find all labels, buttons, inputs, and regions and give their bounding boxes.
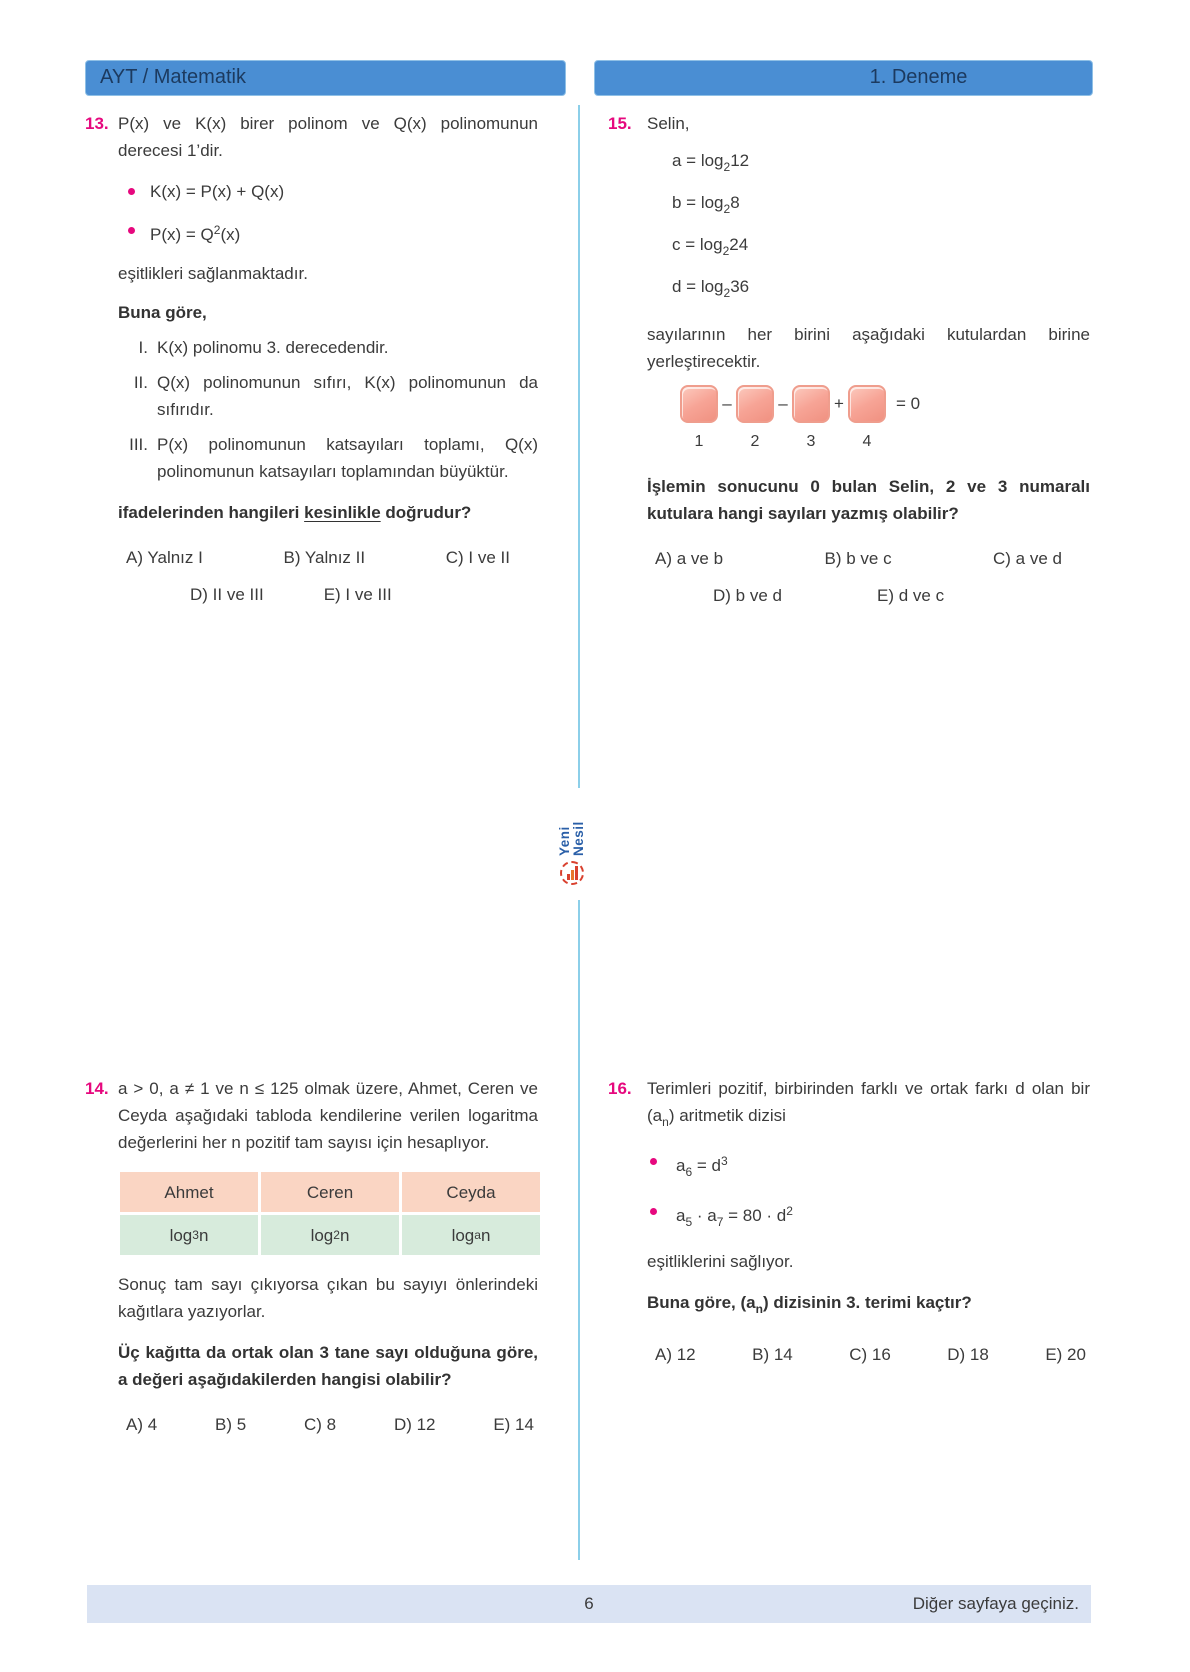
option-d: D) II ve III	[190, 585, 264, 604]
answer-options-row	[118, 1411, 538, 1438]
option-c: C) 16	[849, 1345, 891, 1364]
bullet-text: $a_6 = d^3$	[676, 1154, 728, 1179]
equation-boxes	[680, 385, 1090, 455]
equation: $b = \log_28$	[672, 193, 740, 216]
statement-numeral: II.	[133, 373, 148, 392]
option-b: B) b ve c	[824, 549, 892, 568]
statement-item	[118, 334, 538, 361]
equation: $c = \log_224$	[672, 235, 749, 258]
statement-numeral: I.	[138, 338, 148, 357]
answer-options-row	[118, 544, 538, 571]
bullet-icon	[128, 227, 135, 234]
answer-box-2	[736, 385, 774, 455]
equation: $d = \log_236$	[672, 277, 750, 300]
bullet-icon	[650, 1158, 657, 1165]
question-16-number: 16.	[608, 1079, 632, 1098]
logarithm-table	[120, 1172, 540, 1255]
statement-text: K(x) polinomu 3. derecedendir.	[157, 338, 389, 357]
option-a: A) a ve b	[655, 549, 724, 568]
table-value-cell: log 3 n	[120, 1215, 258, 1255]
table-value-cell: log a n	[402, 1215, 540, 1255]
empty-box-icon	[792, 385, 830, 423]
question-13	[85, 110, 538, 618]
bullet-text: K(x) = P(x) + Q(x)	[150, 182, 285, 201]
question-13-number: 13.	[85, 114, 109, 133]
section-title: AYT / Matematik	[100, 66, 246, 88]
statement-text: Q(x) polinomunun sıfırı, K(x) polinomunun da sıfırıdır.	[157, 373, 538, 419]
table-header-cell: Ahmet	[120, 1172, 258, 1212]
table-header-cell: Ceren	[261, 1172, 399, 1212]
question-14-number: 14.	[85, 1079, 109, 1098]
box-label: 3	[806, 433, 816, 450]
table-header-cell: Ceyda	[402, 1172, 540, 1212]
answer-options-row	[647, 582, 1090, 609]
equals-zero: = 0	[896, 394, 921, 413]
bullet-item	[647, 1198, 1090, 1236]
exam-title: 1. Deneme	[869, 66, 968, 88]
option-c: C) 8	[304, 1415, 337, 1434]
bullet-icon	[128, 188, 135, 195]
option-b: B) 5	[215, 1415, 247, 1434]
table-value-cell: log 2 n	[261, 1215, 399, 1255]
question-14-note: Sonuç tam sayı çıkıyorsa çıkan bu sayıyı önlerindeki kağıtlara yazıyorlar.	[118, 1275, 538, 1321]
answer-options-row	[647, 545, 1090, 572]
answer-box-4	[848, 385, 886, 455]
plus-operator: +	[834, 394, 844, 413]
equation: $a = \log_212$	[672, 151, 750, 174]
option-c: C) a ve d	[993, 549, 1062, 568]
answer-box-3	[792, 385, 830, 455]
question-13-stem: ifadelerinden hangileri kesinlikle doğrudur?	[118, 503, 472, 522]
question-15-stem: İşlemin sonucunu 0 bulan Selin, 2 ve 3 numaralı kutulara hangi sayıları yazmış olabilir?	[647, 477, 1090, 523]
bullet-item	[118, 178, 538, 205]
option-b: B) Yalnız II	[283, 548, 366, 567]
question-15-text: sayılarının her birini aşağıdaki kutulardan birine yerleştirecektir.	[647, 325, 1090, 371]
empty-box-icon	[848, 385, 886, 423]
next-page-note: Diğer sayfaya geçiniz.	[912, 1594, 1079, 1613]
option-d: D) 12	[393, 1415, 436, 1434]
question-16	[608, 1075, 1090, 1378]
answer-options-row	[647, 1341, 1090, 1368]
answer-options-row	[118, 581, 538, 608]
question-15	[608, 110, 1090, 619]
option-e: E) 14	[493, 1415, 534, 1434]
question-13-lead: Buna göre,	[118, 303, 207, 322]
box-label: 1	[694, 433, 704, 450]
bullet-item	[647, 1148, 1090, 1186]
bullet-text: $a_5 \cdot a_7 = 80 \cdot d^2$	[676, 1204, 793, 1229]
option-a: A) 4	[126, 1415, 158, 1434]
header-right-bar	[594, 60, 1093, 96]
question-13-intro: P(x) ve K(x) birer polinom ve Q(x) polinomunun derecesi 1’dir.	[118, 114, 538, 160]
question-15-number: 15.	[608, 114, 632, 133]
bar-chart-icon	[560, 861, 584, 885]
box-label: 4	[862, 433, 872, 450]
question-14-stem: Üç kağıtta da ortak olan 3 tane sayı olduğuna göre, a değeri aşağıdakilerden hangisi olabilir?	[118, 1343, 538, 1389]
statement-item	[118, 369, 538, 423]
header-left-bar	[85, 60, 566, 96]
question-14	[85, 1075, 538, 1448]
empty-box-icon	[736, 385, 774, 423]
option-b: B) 14	[752, 1345, 793, 1364]
empty-box-icon	[680, 385, 718, 423]
option-d: D) 18	[947, 1345, 989, 1364]
question-14-intro: a > 0, a ≠ 1 ve n ≤ 125 olmak üzere, Ahmet, Ceren ve Ceyda aşağıdaki tabloda kendilerine verilen logaritma değerlerini her n pozitif tam sayısı için hesaplıyor.	[118, 1079, 538, 1152]
bullet-text: $P(x) = Q^2(x)$	[150, 223, 241, 244]
option-a: A) Yalnız I	[126, 548, 203, 567]
question-16-note: eşitliklerini sağlıyor.	[647, 1252, 794, 1271]
minus-operator: –	[778, 394, 788, 413]
bullet-icon	[650, 1208, 657, 1215]
answer-box-1	[680, 385, 718, 455]
minus-operator: –	[722, 394, 732, 413]
option-e: E) I ve III	[323, 585, 392, 604]
box-label: 2	[750, 433, 760, 450]
option-a: A) 12	[655, 1345, 696, 1364]
footer-bar	[87, 1585, 1091, 1623]
bullet-item	[118, 217, 538, 248]
question-16-stem: Buna göre, $(a_n)$ dizisinin 3. terimi kaçtır?	[647, 1293, 972, 1316]
statement-text: P(x) polinomunun katsayıları toplamı, Q(x) polinomunun katsayıları toplamından büyüktür.	[157, 435, 538, 481]
question-15-intro: Selin,	[647, 114, 690, 133]
equation-list	[672, 143, 1090, 311]
option-c: C) I ve II	[445, 548, 510, 567]
question-13-note: eşitlikleri sağlanmaktadır.	[118, 264, 308, 283]
publisher-name: Yeni Nesil	[557, 821, 586, 856]
page-number: 6	[584, 1594, 594, 1613]
option-e: E) d ve c	[876, 586, 945, 605]
statement-numeral: III.	[129, 435, 148, 454]
publisher-logo	[549, 788, 595, 900]
option-e: E) 20	[1045, 1345, 1086, 1364]
option-d: D) b ve d	[713, 586, 782, 605]
statement-item	[118, 431, 538, 485]
question-16-intro: Terimleri pozitif, birbirinden farklı ve ortak farkı d olan bir $(a_n)$ aritmetik dizisi	[647, 1079, 1090, 1129]
